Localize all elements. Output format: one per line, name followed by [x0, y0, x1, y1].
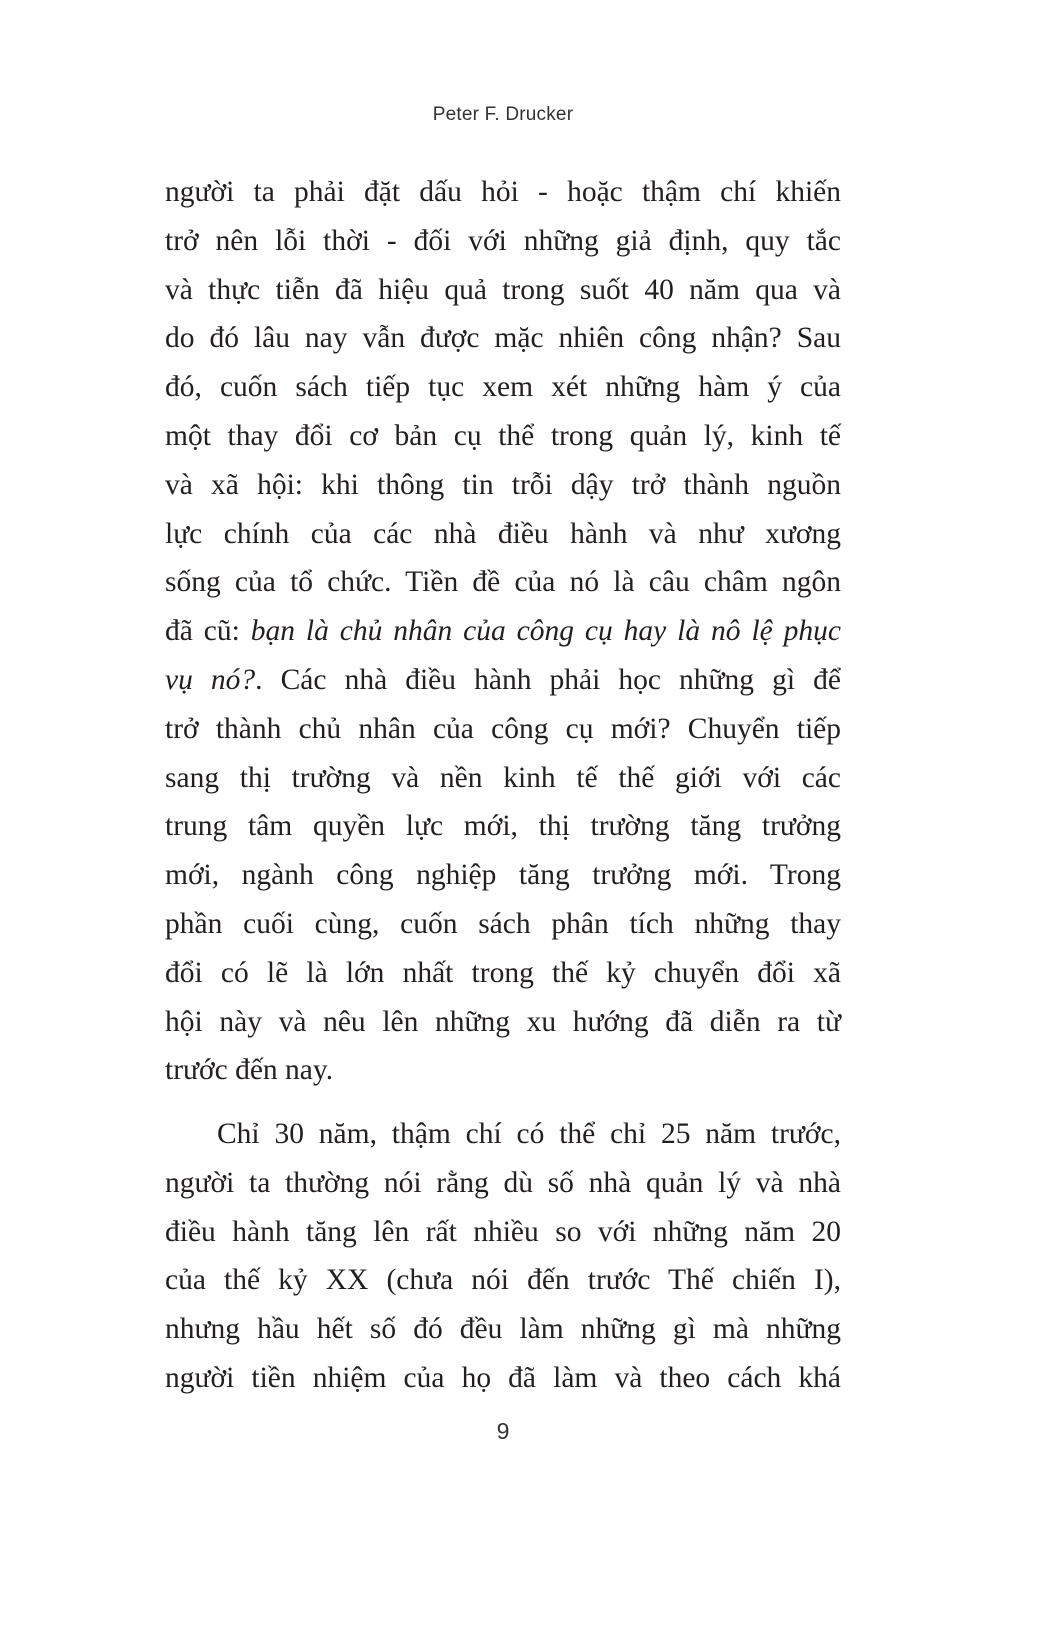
text-line: Chỉ 30 năm, thậm chí có thể chỉ 25 năm trước, — [217, 1118, 841, 1150]
text-line: của thế kỷ XX (chưa nói đến trước Thế chiến I), — [165, 1264, 841, 1297]
italic-quote: vụ nó? — [165, 663, 256, 696]
paragraph-1 — [165, 168, 841, 1095]
text-line: do đó lâu nay vẫn được mặc nhiên công nhận? Sau — [165, 322, 841, 355]
text-segment: . Các nhà điều hành phải học những gì để — [255, 663, 841, 696]
text-line: trở nên lỗi thời - đối với những giả định, quy tắc — [165, 224, 841, 257]
text-line: và thực tiễn đã hiệu quả trong suốt 40 năm qua và — [165, 273, 841, 306]
text-line: một thay đổi cơ bản cụ thể trong quản lý, kinh tế — [165, 419, 841, 452]
paragraph-2 — [165, 1110, 841, 1403]
text-line: hội này và nêu lên những xu hướng đã diễn ra từ — [165, 1005, 841, 1038]
text-line — [165, 607, 841, 656]
text-line: lực chính của các nhà điều hành và như xương — [165, 517, 841, 550]
text-line: nhưng hầu hết số đó đều làm những gì mà những — [165, 1313, 841, 1346]
text-line: điều hành tăng lên rất nhiều so với những năm 20 — [165, 1215, 841, 1248]
text-line: trung tâm quyền lực mới, thị trường tăng trưởng — [165, 810, 841, 843]
running-header: Peter F. Drucker — [432, 104, 574, 125]
text-line — [165, 656, 841, 705]
page-number: 9 — [496, 1418, 510, 1444]
text-line: trở thành chủ nhân của công cụ mới? Chuyển tiếp — [165, 712, 841, 745]
text-line: sống của tổ chức. Tiền đề của nó là câu châm ngôn — [165, 566, 841, 599]
text-line: người tiền nhiệm của họ đã làm và theo cách khá — [165, 1361, 841, 1394]
text-line: mới, ngành công nghiệp tăng trưởng mới. Trong — [165, 859, 841, 892]
text-line: đổi có lẽ là lớn nhất trong thế kỷ chuyển đổi xã — [165, 956, 841, 989]
text-line: phần cuối cùng, cuốn sách phân tích những thay — [165, 907, 841, 940]
text-line: người ta thường nói rằng dù số nhà quản lý và nhà — [165, 1166, 841, 1199]
text-line: sang thị trường và nền kinh tế thế giới với các — [165, 761, 841, 794]
text-line: trước đến nay. — [165, 1054, 334, 1087]
text-line: đó, cuốn sách tiếp tục xem xét những hàm ý của — [165, 371, 841, 404]
text-line: và xã hội: khi thông tin trỗi dậy trở thành nguồn — [165, 468, 841, 501]
italic-quote: bạn là chủ nhân của công cụ hay là nô lệ phục — [250, 615, 841, 648]
text-line: người ta phải đặt dấu hỏi - hoặc thậm chí khiến — [165, 176, 841, 208]
text-segment: đã cũ: — [165, 615, 251, 648]
